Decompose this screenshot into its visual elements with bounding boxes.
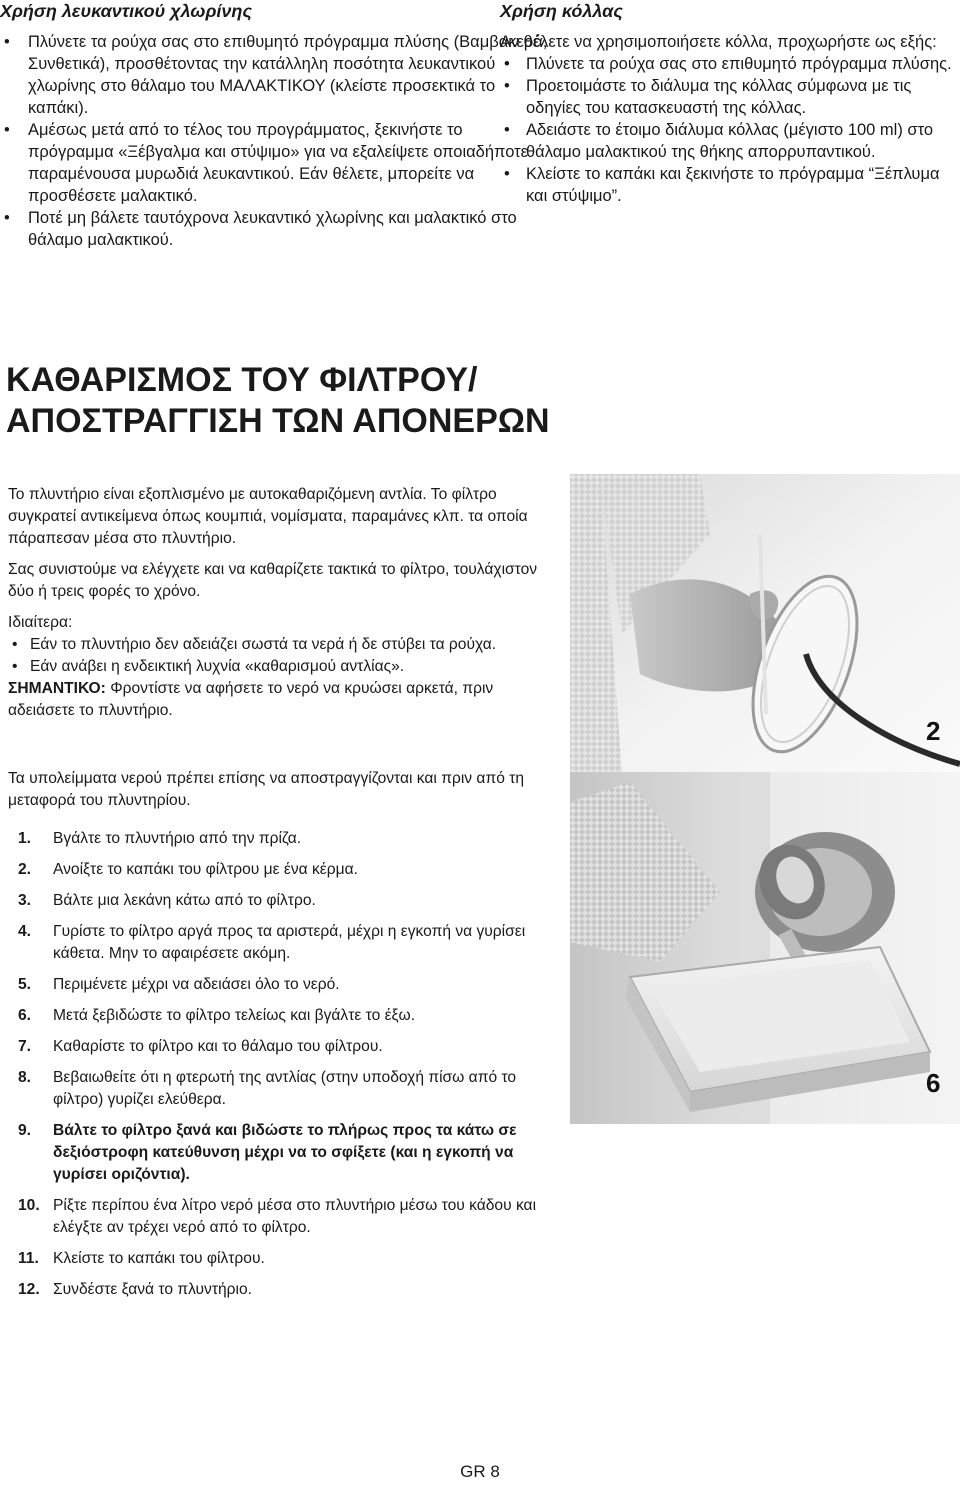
bleach-title: Χρήση λευκαντικού χλωρίνης <box>0 1 252 21</box>
bleach-list <box>0 31 548 251</box>
filter-drain-photo <box>570 772 960 1124</box>
step-number: 6. <box>18 1007 32 1024</box>
step-item <box>8 828 563 850</box>
step-text: Ανοίξτε το καπάκι του φίλτρου με ένα κέρμα. <box>53 861 358 878</box>
filter-cover-illustration <box>570 474 960 772</box>
step-number: 9. <box>18 1122 32 1139</box>
step-number: 12. <box>18 1281 40 1298</box>
filter-cover-photo <box>570 474 960 772</box>
step-number: 4. <box>18 923 32 940</box>
figure-number-2: 2 <box>926 716 941 746</box>
step-text: Μετά ξεβιδώστε το φίλτρο τελείως και βγάλτε το έξω. <box>53 1007 416 1024</box>
important-text: Φροντίστε να αφήσετε το νερό να κρυώσει αρκετά, πριν αδειάσετε το πλυντήριο. <box>8 680 494 719</box>
step-text: Γυρίστε το φίλτρο αργά προς τα αριστερά, μέχρι η εγκοπή να γυρίσει κάθετα. Μην το αφαιρέσετε ακόμη. <box>53 923 526 962</box>
starch-list <box>500 53 956 207</box>
step-text: Περιμένετε μέχρι να αδειάσει όλο το νερό. <box>53 976 340 993</box>
step-number: 3. <box>18 892 32 909</box>
step-text: Ρίξτε περίπου ένα λίτρο νερό μέσα στο πλυντήριο μέσω του κάδου και ελέγξτε αν τρέχει νερό από το φίλτρο. <box>53 1197 537 1236</box>
step-text: Βάλτε μια λεκάνη κάτω από το φίλτρο. <box>53 892 316 909</box>
step-number: 7. <box>18 1038 32 1055</box>
list-item: • Πλύνετε τα ρούχα σας στο επιθυμητό πρόγραμμα πλύσης (Βαμβακερά, Συνθετικά), προσθέτοντας την κατάλληλη ποσότητα λευκαντικού χλωρίνης στο θάλαμο του ΜΑΛΑΚΤΙΚΟΥ (κλείστε προσεκτικά το καπάκι). <box>0 31 548 119</box>
step-number: 5. <box>18 976 32 993</box>
step-item <box>8 1195 563 1239</box>
step-item <box>8 974 563 996</box>
step-number: 1. <box>18 830 32 847</box>
important-label: ΣΗΜΑΝΤΙΚΟ: <box>8 680 106 697</box>
step-number: 10. <box>18 1197 40 1214</box>
list-item: • Αμέσως μετά από το τέλος του προγράμματος, ξεκινήστε το πρόγραμμα «Ξέβγαλμα και στύψιμο» για να εξαλείψετε οποιαδήποτε παραμένουσα μυρωδιά λευκαντικού. Εάν θέλετε, μπορείτε να προσθέσετε μαλακτικό. <box>0 119 548 207</box>
list-item: • Κλείστε το καπάκι και ξεκινήστε το πρόγραμμα “Ξέπλυμα και στύψιμο”. <box>500 163 956 207</box>
filter-title <box>6 360 646 442</box>
starch-intro: Αν θέλετε να χρησιμοποιήσετε κόλλα, προχωρήστε ως εξής: <box>500 33 937 51</box>
conditions-list <box>8 634 563 678</box>
step-text: Κλείστε το καπάκι του φίλτρου. <box>53 1250 265 1267</box>
list-item: • Πλύνετε τα ρούχα σας στο επιθυμητό πρόγραμμα πλύσης. <box>500 53 956 75</box>
filter-title-line-1: ΚΑΘΑΡΙΣΜΟΣ ΤΟΥ ΦΙΛΤΡΟΥ/ <box>6 361 478 399</box>
list-item: • Ποτέ μη βάλετε ταυτόχρονα λευκαντικό χλωρίνης και μαλακτικό στο θάλαμο μαλακτικού. <box>0 207 548 251</box>
filter-steps <box>8 828 563 1310</box>
step-text: Καθαρίστε το φίλτρο και το θάλαμο του φίλτρου. <box>53 1038 383 1055</box>
step-text: Βεβαιωθείτε ότι η φτερωτή της αντλίας (στην υποδοχή πίσω από το φίλτρο) γυρίζει ελεύθερα. <box>53 1069 517 1108</box>
residue-note: Τα υπολείμματα νερού πρέπει επίσης να αποστραγγίζονται και πριν από τη μεταφορά του πλυντηρίου. <box>8 770 525 809</box>
filter-intro-paragraph-2: Σας συνιστούμε να ελέγχετε και να καθαρίζετε τακτικά το φίλτρο, τουλάχιστον δύο ή τρεις φορές το χρόνο. <box>8 561 538 600</box>
filter-intro-paragraph-1: Το πλυντήριο είναι εξοπλισμένο με αυτοκαθαριζόμενη αντλία. Το φίλτρο συγκρατεί αντικείμενα όπως κουμπιά, νομίσματα, παραμάνες κλπ. τα οποία πάραπεσαν μέσα στο πλυντήριο. <box>8 486 528 547</box>
especially-label: Ιδιαίτερα: <box>8 614 73 631</box>
page-number: GR 8 <box>460 1462 500 1481</box>
step-text: Συνδέστε ξανά το πλυντήριο. <box>53 1281 253 1298</box>
step-text: Βγάλτε το πλυντήριο από την πρίζα. <box>53 830 302 847</box>
starch-section <box>500 0 956 207</box>
list-item: • Εάν ανάβει η ενδεικτική λυχνία «καθαρισμού αντλίας». <box>8 656 563 678</box>
list-item: • Εάν το πλυντήριο δεν αδειάζει σωστά τα νερά ή δε στύβει τα ρούχα. <box>8 634 563 656</box>
step-item <box>8 1067 563 1111</box>
step-number: 2. <box>18 861 32 878</box>
list-item: • Αδειάστε το έτοιμο διάλυμα κόλλας (μέγιστο 100 ml) στο θάλαμο μαλακτικού της θήκης απορρυπαντικού. <box>500 119 956 163</box>
bleach-section <box>0 0 548 251</box>
step-text: Βάλτε το φίλτρο ξανά και βιδώστε το πλήρως προς τα κάτω σε δεξιόστροφη κατεύθυνση μέχρι να το σφίξετε (και η εγκοπή να γυρίσει οριζόντια). <box>53 1122 517 1183</box>
step-item <box>8 1279 563 1301</box>
figure-number-6: 6 <box>926 1068 941 1098</box>
step-item <box>8 1120 563 1186</box>
filter-drain-illustration <box>570 772 960 1124</box>
step-item <box>8 921 563 965</box>
step-item <box>8 1036 563 1058</box>
step-item <box>8 1248 563 1270</box>
step-item <box>8 859 563 881</box>
important-note <box>8 678 563 722</box>
starch-title: Χρήση κόλλας <box>500 1 623 21</box>
filter-intro <box>8 484 563 731</box>
step-item <box>8 1005 563 1027</box>
filter-title-line-2: ΑΠΟΣΤΡΑΓΓΙΣΗ ΤΩΝ ΑΠΟΝΕΡΩΝ <box>6 402 550 440</box>
step-number: 11. <box>18 1250 39 1267</box>
list-item: • Προετοιμάστε το διάλυμα της κόλλας σύμφωνα με τις οδηγίες του κατασκευαστή της κόλλας. <box>500 75 956 119</box>
step-number: 8. <box>18 1069 32 1086</box>
step-item <box>8 890 563 912</box>
